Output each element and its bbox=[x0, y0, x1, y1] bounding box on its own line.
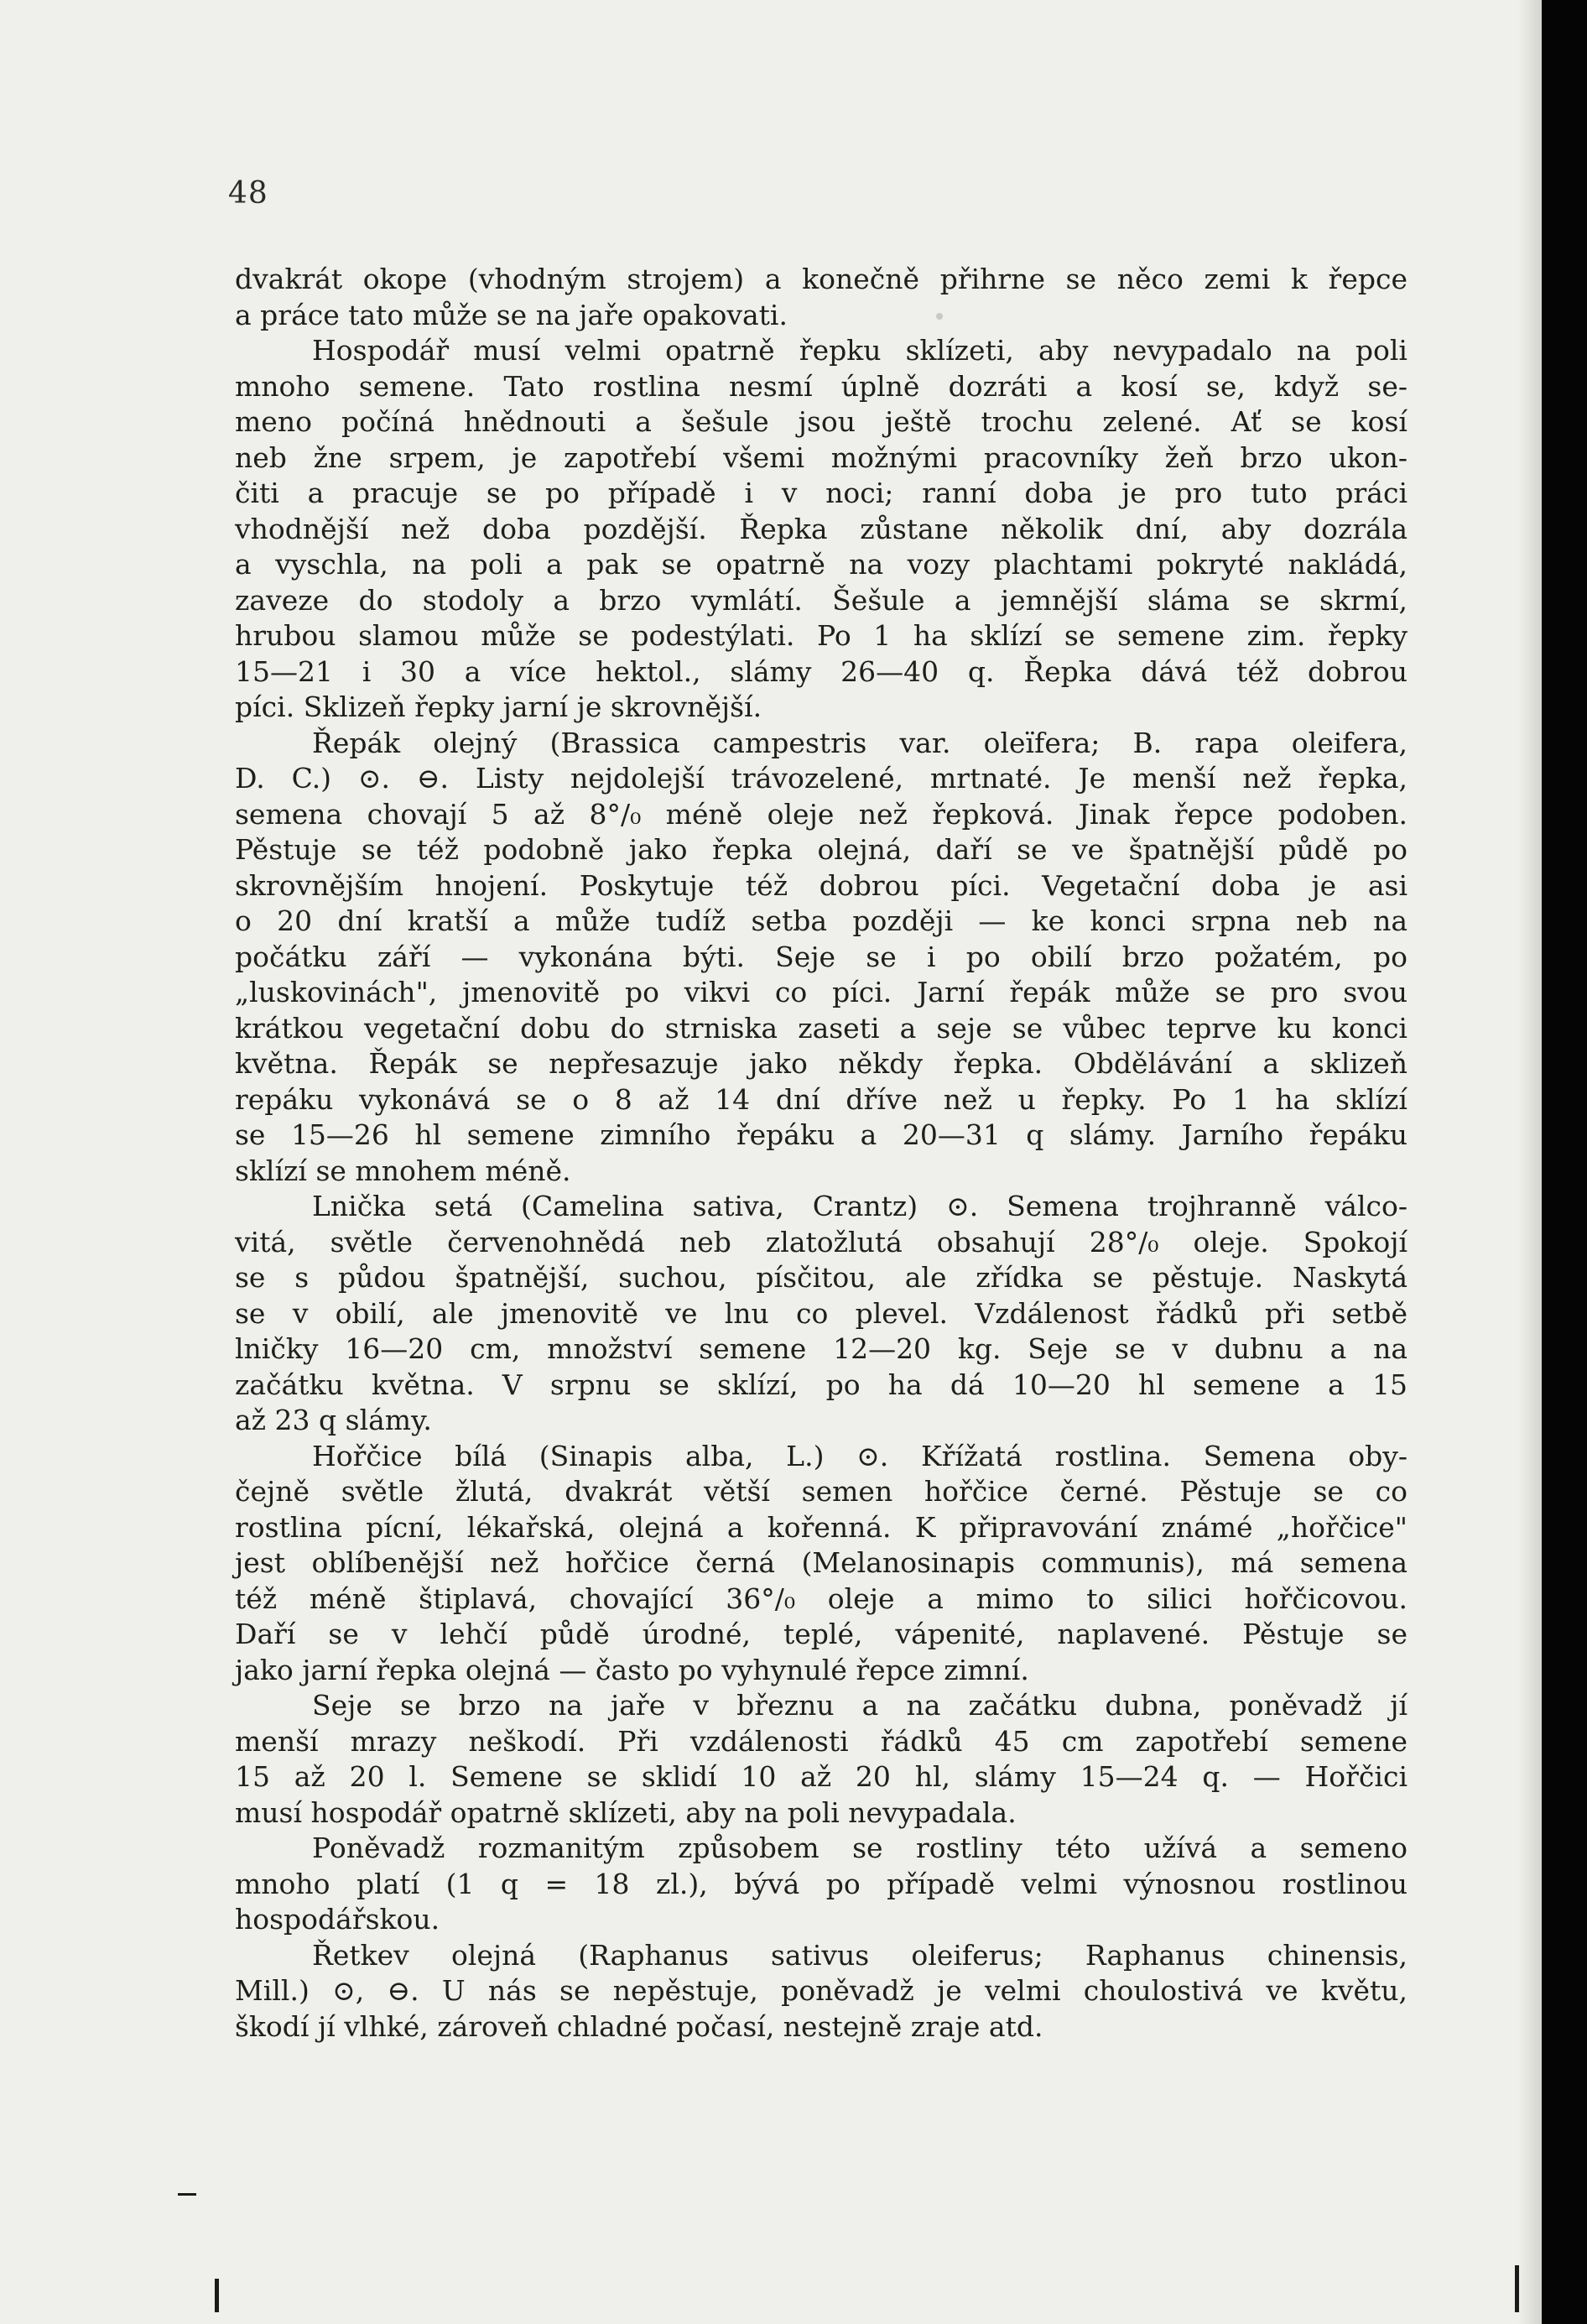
text-line: D. C.) ⊙. ⊖. Listy nejdolejší trávozelené, mrtnaté. Je menší než řepka, bbox=[235, 762, 1407, 795]
margin-speck bbox=[178, 2193, 196, 2196]
margin-speck bbox=[1515, 2265, 1519, 2312]
text-line: počátku září — vykonána býti. Seje se i po obilí brzo požatém, po bbox=[235, 940, 1407, 973]
text-line: vhodnější než doba pozdější. Řepka zůstane několik dní, aby dozrála bbox=[235, 512, 1407, 545]
text-line: jest oblíbenější než hořčice černá (Melanosinapis communis), má semena bbox=[235, 1546, 1407, 1579]
text-line: začátku května. V srpnu se sklízí, po ha dá 10—20 hl semene a 15 bbox=[235, 1368, 1407, 1401]
text-line: až 23 q slámy. bbox=[235, 1404, 432, 1436]
text-line: píci. Sklizeň řepky jarní je skrovnější. bbox=[235, 690, 762, 723]
text-line: meno počíná hnědnouti a šešule jsou ještě trochu zelené. Ať se kosí bbox=[235, 405, 1407, 438]
text-line: lničky 16—20 cm, množství semene 12—20 kg. Seje se v dubnu a na bbox=[235, 1332, 1407, 1365]
text-line: Poněvadž rozmanitým způsobem se rostliny této užívá a semeno bbox=[312, 1832, 1407, 1864]
text-line: neb žne srpem, je zapotřebí všemi možnými pracovníky žeň brzo ukon- bbox=[235, 440, 1407, 474]
text-line: čiti a pracuje se po případě i v noci; ranní doba je pro tuto práci bbox=[235, 477, 1407, 509]
text-line: čejně světle žlutá, dvakrát větší semen hořčice černé. Pěstuje se co bbox=[235, 1475, 1407, 1508]
text-line: Hospodář musí velmi opatrně řepku sklízeti, aby nevypadalo na poli bbox=[312, 334, 1407, 367]
text-line: a vyschla, na poli a pak se opatrně na vozy plachtami pokryté nakládá, bbox=[235, 548, 1407, 581]
text-line: hrubou slamou může se podestýlati. Po 1 ha sklízí se semene zim. řepky bbox=[235, 619, 1407, 652]
text-line: menší mrazy neškodí. Při vzdálenosti řádků 45 cm zapotřebí semene bbox=[235, 1724, 1407, 1758]
text-line: semena chovají 5 až 8°/₀ méně oleje než řepková. Jinak řepce podoben. bbox=[235, 797, 1407, 831]
text-line: Hořčice bílá (Sinapis alba, L.) ⊙. Křížatá rostlina. Semena oby- bbox=[312, 1439, 1407, 1472]
text-line: škodí jí vlhké, zároveň chladné počasí, nestejně zraje atd. bbox=[235, 2009, 1043, 2043]
text-line: a práce tato může se na jaře opakovati. bbox=[235, 298, 788, 331]
text-line: Pěstuje se též podobně jako řepka olejná, daří se ve špatnější půdě po bbox=[235, 833, 1407, 866]
text-line: o 20 dní kratší a může tudíž setba později — ke konci srpna neb na bbox=[235, 904, 1407, 937]
text-line: vitá, světle červenohnědá neb zlatožlutá obsahují 28°/₀ oleje. Spokojí bbox=[235, 1225, 1407, 1258]
text-line: se v obilí, ale jmenovitě ve lnu co plevel. Vzdálenost řádků při setbě bbox=[235, 1296, 1407, 1330]
text-line: mnoho semene. Tato rostlina nesmí úplně dozráti a kosí se, když se- bbox=[235, 369, 1407, 403]
text-line: „luskovinách", jmenovitě po vikvi co píci. Jarní řepák může se pro svou bbox=[235, 976, 1407, 1008]
page-edge-shadow bbox=[1518, 0, 1542, 2324]
text-line: 15—21 i 30 a více hektol., slámy 26—40 q. Řepka dává též dobrou bbox=[235, 654, 1407, 688]
margin-speck bbox=[215, 2279, 219, 2312]
scan-border bbox=[1542, 0, 1587, 2324]
text-line: zaveze do stodoly a brzo vymlátí. Šešule a jemnější sláma se skrmí, bbox=[235, 583, 1407, 617]
text-line: Lnička setá (Camelina sativa, Crantz) ⊙. Semena trojhranně válco- bbox=[312, 1190, 1407, 1222]
text-line: též méně štiplavá, chovající 36°/₀ oleje a mimo to silici hořčicovou. bbox=[235, 1581, 1407, 1615]
text-line: se 15—26 hl semene zimního řepáku a 20—31 q slámy. Jarního řepáku bbox=[235, 1118, 1407, 1151]
text-line: musí hospodář opatrně sklízeti, aby na poli nevypadala. bbox=[235, 1795, 1017, 1829]
text-line: skrovnějším hnojení. Poskytuje též dobrou píci. Vegetační doba je asi bbox=[235, 868, 1407, 902]
text-line: jako jarní řepka olejná — často po vyhynulé řepce zimní. bbox=[235, 1653, 1029, 1686]
text-line: se s půdou špatnější, suchou, písčitou, ale zřídka se pěstuje. Naskytá bbox=[235, 1261, 1407, 1294]
text-line: Daří se v lehčí půdě úrodné, teplé, vápenité, naplavené. Pěstuje se bbox=[235, 1618, 1407, 1650]
text-line: května. Řepák se nepřesazuje jako někdy řepka. Obdělávání a sklizeň bbox=[235, 1047, 1407, 1080]
page-number: 48 bbox=[228, 176, 268, 211]
text-line: repáku vykonává se o 8 až 14 dní dříve než u řepky. Po 1 ha sklízí bbox=[235, 1082, 1407, 1116]
text-line: sklízí se mnohem méně. bbox=[235, 1154, 571, 1187]
text-line: mnoho platí (1 q = 18 zl.), bývá po případě velmi výnosnou rostlinou bbox=[235, 1867, 1407, 1900]
text-line: 15 až 20 l. Semene se sklidí 10 až 20 hl, slámy 15—24 q. — Hořčici bbox=[235, 1760, 1407, 1793]
body-text bbox=[235, 262, 1407, 2045]
text-line: rostlina pícní, lékařská, olejná a kořenná. K připravování známé „hořčice" bbox=[235, 1510, 1407, 1544]
text-line: hospodářskou. bbox=[235, 1903, 440, 1936]
text-line: krátkou vegetační dobu do strniska zaseti a seje se vůbec teprve ku konci bbox=[235, 1011, 1407, 1045]
text-line: Seje se brzo na jaře v březnu a na začátku dubna, poněvadž jí bbox=[312, 1689, 1407, 1722]
text-line: dvakrát okope (vhodným strojem) a konečně přihrne se něco zemi k řepce bbox=[235, 263, 1407, 295]
text-line: Řetkev olejná (Raphanus sativus oleiferus; Raphanus chinensis, bbox=[312, 1938, 1407, 1972]
text-line: Mill.) ⊙, ⊖. U nás se nepěstuje, poněvadž je velmi choulostivá ve květu, bbox=[235, 1974, 1407, 2007]
text-line: Řepák olejný (Brassica campestris var. oleïfera; B. rapa oleifera, bbox=[312, 726, 1407, 759]
